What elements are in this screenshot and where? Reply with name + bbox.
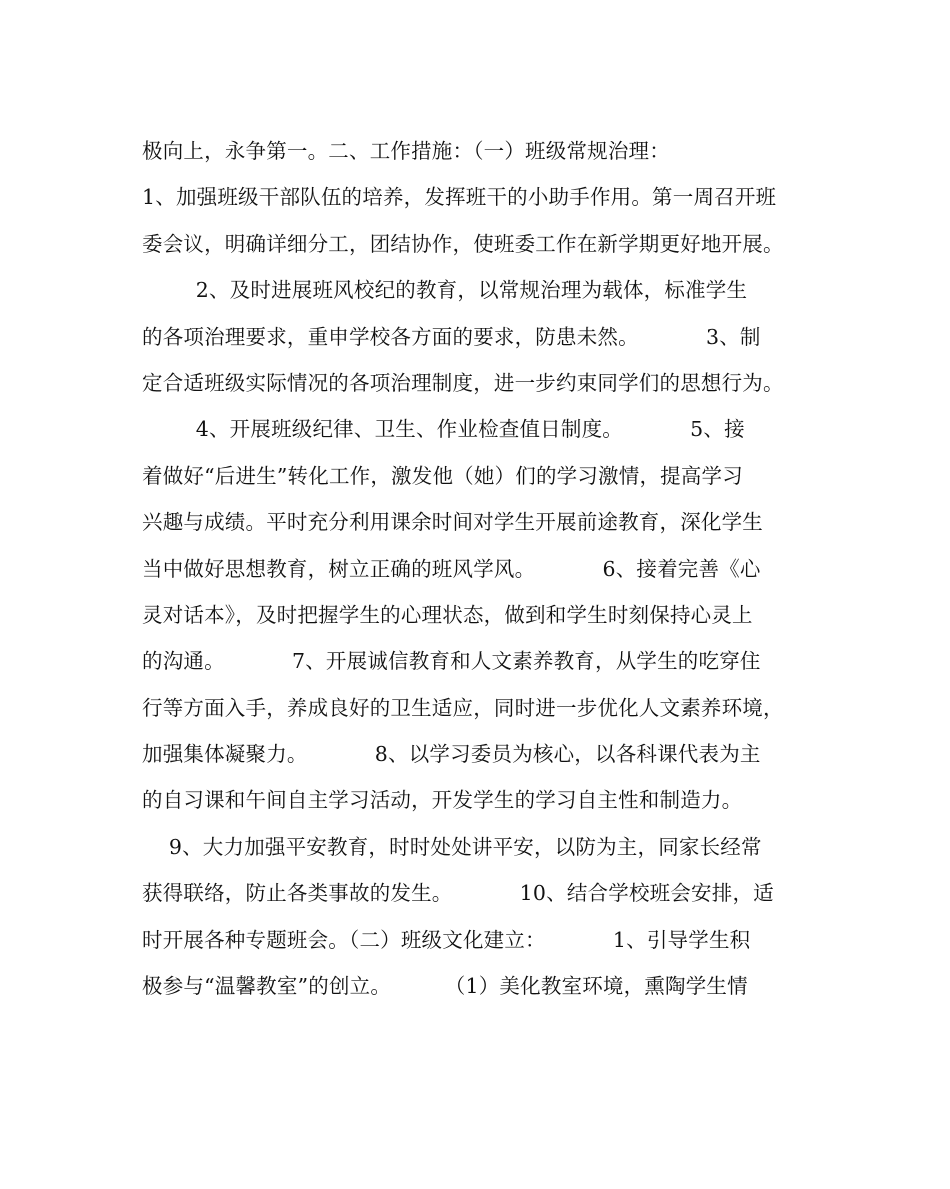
text-line: 当中做好思想教育，树立正确的班风学风。 6、接着完善《心 bbox=[142, 556, 761, 581]
text-line: 定合适班级实际情况的各项治理制度，进一步约束同学们的思想行为。 bbox=[142, 370, 784, 395]
text-line: 着做好“后进生”转化工作，激发他（她）们的学习激情，提高学习 bbox=[142, 463, 743, 488]
text-line: 的各项治理要求，重申学校各方面的要求，防患未然。 3、制 bbox=[142, 324, 761, 349]
text-line: 兴趣与成绩。平时充分利用课余时间对学生开展前途教育，深化学生 bbox=[142, 510, 763, 535]
text-line: 极参与“温馨教室”的创立。 （1）美化教室环境，熏陶学生情 bbox=[142, 974, 748, 999]
text-line: 委会议，明确详细分工，团结协作，使班委工作在新学期更好地开展。 bbox=[142, 231, 784, 256]
text-line: 时开展各种专题班会。（二）班级文化建立： 1、引导学生积 bbox=[142, 927, 751, 952]
text-line: 加强集体凝聚力。 8、以学习委员为核心，以各科课代表为主 bbox=[142, 742, 761, 767]
text-line: 行等方面入手，养成良好的卫生适应，同时进一步优化人文素养环境， bbox=[142, 695, 784, 720]
text-line: 2、及时进展班风校纪的教育，以常规治理为载体，标准学生 bbox=[142, 278, 748, 303]
text-line: 灵对话本》，及时把握学生的心理状态，做到和学生时刻保持心灵上 bbox=[142, 602, 753, 627]
text-line: 1、加强班级干部队伍的培养，发挥班干的小助手作用。第一周召开班 bbox=[142, 185, 777, 210]
text-line: 4、开展班级纪律、卫生、作业检查值日制度。 5、接 bbox=[142, 417, 745, 442]
text-line: 的沟通。 7、开展诚信教育和人文素养教育，从学生的吃穿住 bbox=[142, 649, 761, 674]
text-line: 9、大力加强平安教育，时时处处讲平安，以防为主，同家长经常 bbox=[142, 834, 762, 859]
body-text bbox=[142, 128, 812, 1009]
text-line: 的自习课和午间自主学习活动，开发学生的学习自主性和制造力。 bbox=[142, 788, 743, 813]
text-line: 极向上，永争第一。二、工作措施：（一）班级常规治理： bbox=[142, 139, 670, 163]
text-line: 获得联络，防止各类事故的发生。 10、结合学校班会安排，适 bbox=[142, 881, 774, 906]
